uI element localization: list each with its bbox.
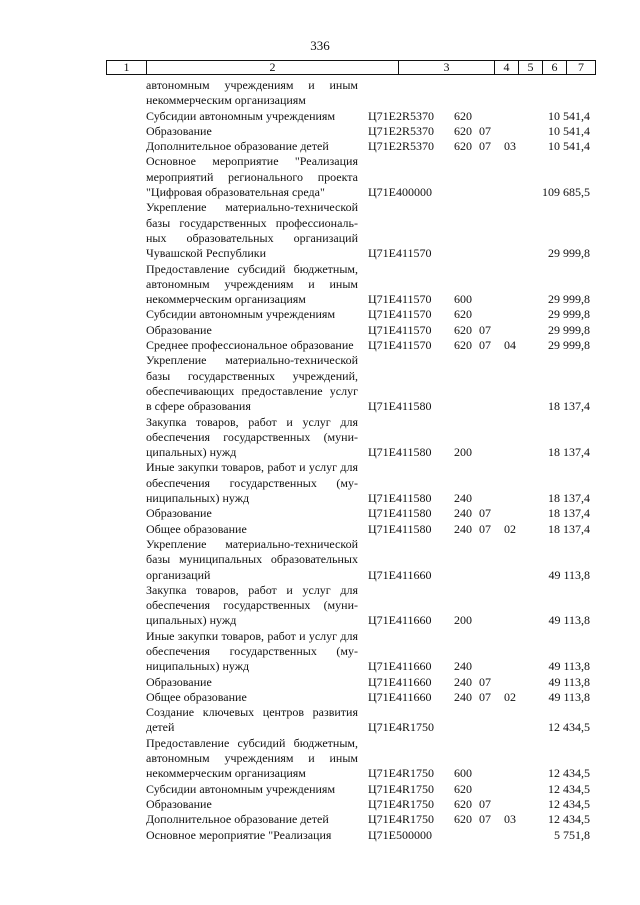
- table-row: [0, 353, 640, 414]
- row-code: Ц71E411580: [368, 399, 432, 414]
- row-name: Общее образование: [146, 521, 247, 536]
- row-col-4: 620: [454, 307, 472, 322]
- row-amount: 29 999,8: [548, 307, 590, 322]
- header-col-2: 2: [147, 61, 399, 74]
- row-col-4: 620: [454, 139, 472, 154]
- table-row: [0, 415, 640, 461]
- row-code: Ц71E411580: [368, 506, 432, 521]
- table-row: [0, 736, 640, 782]
- table-row: [0, 629, 640, 675]
- row-code: Ц71E411660: [368, 613, 432, 628]
- row-code: Ц71E4R1750: [368, 781, 434, 796]
- row-col-4: 620: [454, 108, 472, 123]
- row-code: Ц71E411580: [368, 491, 432, 506]
- row-col-5: 07: [479, 139, 491, 154]
- row-col-4: 200: [454, 445, 472, 460]
- row-code: Ц71E411570: [368, 322, 432, 337]
- row-name: Иные закупки товаров, работ и услуг для обеспечения государственных (муниципальных) нужд: [146, 460, 358, 506]
- row-amount: 18 137,4: [548, 445, 590, 460]
- table-row: [0, 506, 640, 521]
- table-row: [0, 109, 640, 124]
- table-row: [0, 537, 640, 583]
- row-code: Ц71E411570: [368, 307, 432, 322]
- row-amount: 49 113,8: [548, 674, 590, 689]
- table-row: [0, 307, 640, 322]
- row-col-4: 620: [454, 338, 472, 353]
- row-amount: 10 541,4: [548, 108, 590, 123]
- row-col-5: 07: [479, 322, 491, 337]
- table-row: [0, 323, 640, 338]
- row-col-4: 240: [454, 659, 472, 674]
- row-amount: 10 541,4: [548, 139, 590, 154]
- row-code: Ц71E4R1750: [368, 720, 434, 735]
- row-col-5: 07: [479, 123, 491, 138]
- row-code: Ц71E2R5370: [368, 139, 434, 154]
- row-name: Субсидии автономным учреждениям: [146, 108, 336, 123]
- row-col-4: 200: [454, 613, 472, 628]
- row-name: Создание ключевых центров развития детей: [146, 705, 358, 735]
- row-col-4: 240: [454, 491, 472, 506]
- table-row: [0, 262, 640, 308]
- table-row: [0, 782, 640, 797]
- row-name: Образование: [146, 123, 212, 138]
- row-name: Среднее профессиональное образование: [146, 338, 354, 353]
- row-col-4: 620: [454, 123, 472, 138]
- table-row: [0, 139, 640, 154]
- row-name: Закупка товаров, работ и услуг для обеспечения государственных (муниципальных) нужд: [146, 582, 358, 628]
- table-row: [0, 797, 640, 812]
- row-name: Образование: [146, 674, 212, 689]
- row-col-5: 07: [479, 506, 491, 521]
- table-row: [0, 690, 640, 705]
- row-name: Основное мероприятие "Реализация: [146, 827, 332, 842]
- row-code: Ц71E4R1750: [368, 812, 434, 827]
- row-amount: 29 999,8: [548, 246, 590, 261]
- row-col-5: 07: [479, 812, 491, 827]
- row-amount: 29 999,8: [548, 338, 590, 353]
- row-code: Ц71E411660: [368, 659, 432, 674]
- header-col-7: 7: [578, 60, 584, 74]
- table-row: [0, 124, 640, 139]
- row-col-4: 240: [454, 521, 472, 536]
- row-amount: 49 113,8: [548, 613, 590, 628]
- table-header: [106, 60, 596, 75]
- row-name: Образование: [146, 322, 212, 337]
- row-code: Ц71E500000: [368, 827, 432, 842]
- row-name: Закупка товаров, работ и услуг для обеспечения государственных (муниципальных) нужд: [146, 414, 358, 460]
- row-code: Ц71E411570: [368, 246, 432, 261]
- row-name: Образование: [146, 796, 212, 811]
- row-name: Укрепление материально-технической базы муниципальных образовательных организаций: [146, 536, 358, 582]
- row-col-4: 620: [454, 796, 472, 811]
- row-code: Ц71E411660: [368, 689, 432, 704]
- row-col-6: 02: [504, 521, 516, 536]
- row-amount: 29 999,8: [548, 322, 590, 337]
- table-row: [0, 154, 640, 200]
- row-code: Ц71E2R5370: [368, 123, 434, 138]
- row-amount: 12 434,5: [548, 720, 590, 735]
- row-col-5: 07: [479, 674, 491, 689]
- header-col-6: 6: [543, 61, 567, 74]
- row-amount: 18 137,4: [548, 521, 590, 536]
- row-name: Субсидии автономным учреждениям: [146, 781, 336, 796]
- row-code: Ц71E411660: [368, 567, 432, 582]
- row-name: Укрепление материально-технической базы государственных учреждений, обеспечивающих предоставление услуг в сфере образования: [146, 353, 358, 414]
- row-name: Дополнительное образование детей: [146, 812, 329, 827]
- row-col-5: 07: [479, 521, 491, 536]
- row-amount: 49 113,8: [548, 689, 590, 704]
- row-code: Ц71E411570: [368, 338, 432, 353]
- row-name: Укрепление материально-технической базы государственных профессиональных образовательных организаций Чувашской Республики: [146, 200, 358, 261]
- row-code: Ц71E411660: [368, 674, 432, 689]
- row-code: Ц71E2R5370: [368, 108, 434, 123]
- table-row: [0, 583, 640, 629]
- row-amount: 12 434,5: [548, 766, 590, 781]
- row-code: Ц71E411570: [368, 292, 432, 307]
- row-code: Ц71E4R1750: [368, 766, 434, 781]
- row-code: Ц71E411580: [368, 521, 432, 536]
- table-row: [0, 460, 640, 506]
- row-amount: 18 137,4: [548, 506, 590, 521]
- table-row: [0, 812, 640, 827]
- row-col-4: 600: [454, 292, 472, 307]
- row-amount: 49 113,8: [548, 659, 590, 674]
- header-col-1: 1: [107, 61, 147, 74]
- row-name: Дополнительное образование детей: [146, 139, 329, 154]
- row-amount: 18 137,4: [548, 491, 590, 506]
- row-amount: 12 434,5: [548, 796, 590, 811]
- row-col-5: 07: [479, 338, 491, 353]
- table-row: [0, 522, 640, 537]
- row-name: Предоставление субсидий бюджетным, автономным учреждениям и иным некоммерческим организациям: [146, 261, 358, 307]
- row-col-6: 03: [504, 139, 516, 154]
- page-number: 336: [310, 38, 330, 53]
- table-row: [0, 828, 640, 843]
- header-col-3: 3: [399, 61, 495, 74]
- row-amount: 109 685,5: [542, 185, 590, 200]
- row-name: Субсидии автономным учреждениям: [146, 307, 336, 322]
- row-amount: 5 751,8: [554, 827, 590, 842]
- table-row: [0, 705, 640, 736]
- table-row: [0, 200, 640, 261]
- row-col-4: 600: [454, 766, 472, 781]
- row-name: Предоставление субсидий бюджетным, автономным учреждениям и иным некоммерческим организациям: [146, 735, 358, 781]
- row-amount: 12 434,5: [548, 812, 590, 827]
- row-col-4: 240: [454, 674, 472, 689]
- row-name: Иные закупки товаров, работ и услуг для обеспечения государственных (муниципальных) нужд: [146, 628, 358, 674]
- table-row: [0, 78, 640, 109]
- row-col-6: 02: [504, 689, 516, 704]
- row-col-4: 240: [454, 506, 472, 521]
- row-col-5: 07: [479, 689, 491, 704]
- row-col-4: 620: [454, 322, 472, 337]
- row-amount: 12 434,5: [548, 781, 590, 796]
- row-amount: 49 113,8: [548, 567, 590, 582]
- row-name: автономным учреждениям и иным некоммерческим организациям: [146, 78, 358, 108]
- row-amount: 29 999,8: [548, 292, 590, 307]
- row-code: Ц71E411580: [368, 445, 432, 460]
- row-col-5: 07: [479, 796, 491, 811]
- row-name: Общее образование: [146, 689, 247, 704]
- row-col-4: 620: [454, 812, 472, 827]
- header-col-4: 4: [495, 61, 519, 74]
- row-col-6: 04: [504, 338, 516, 353]
- header-col-5: 5: [519, 61, 543, 74]
- table-row: [0, 338, 640, 353]
- row-amount: 18 137,4: [548, 399, 590, 414]
- row-amount: 10 541,4: [548, 123, 590, 138]
- row-col-4: 620: [454, 781, 472, 796]
- row-col-6: 03: [504, 812, 516, 827]
- row-code: Ц71E4R1750: [368, 796, 434, 811]
- table-body: [0, 78, 640, 843]
- row-code: Ц71E400000: [368, 185, 432, 200]
- table-row: [0, 675, 640, 690]
- row-col-4: 240: [454, 689, 472, 704]
- row-name: Основное мероприятие "Реализация мероприятий регионального проекта "Цифровая образовательная среда": [146, 154, 358, 200]
- row-name: Образование: [146, 506, 212, 521]
